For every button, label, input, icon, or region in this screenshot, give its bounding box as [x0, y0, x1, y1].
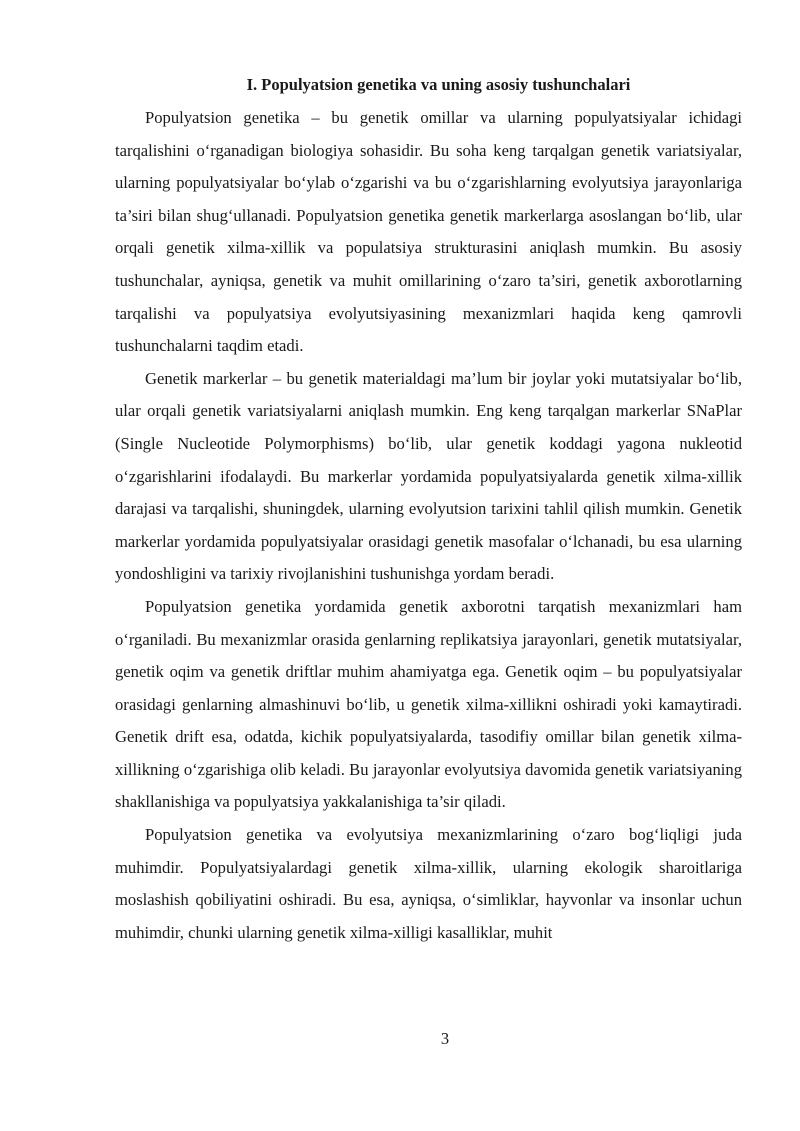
paragraph-intro: Populyatsion genetika – bu genetik omillar va ularning populyatsiyalar ichidagi tarqalishini o‘rganadigan biologiya sohasidir. Bu soha keng tarqalgan genetik variatsiyalar, ularning populyatsiyalar bo‘ylab o‘zgarishi va bu o‘zgarishlarning evolyutsiya jarayonlariga ta’siri bilan shug‘ullanadi. Populyatsion genetika genetik markerlarga asoslangan bo‘lib, ular orqali genetik xilma-xillik va populatsiya strukturasini aniqlash mumkin. Bu asosiy tushunchalar, ayniqsa, genetik va muhit omillarining o‘zaro ta’siri, genetik axborotlarning tarqalishi va populyatsiya evolyutsiyasining mexanizmlari haqida keng qamrovli tushunchalarni taqdim etadi.	[115, 108, 742, 356]
page-number: 3	[440, 1029, 450, 1048]
paragraph-information-mechanisms: Populyatsion genetika yordamida genetik axborotni tarqatish mexanizmlari ham o‘rganiladi. Bu mexanizmlar orasida genlarning replikatsiya jarayonlari, genetik mutatsiyalar, genetik oqim va genetik driftlar muhim ahamiyatga ega. Genetik oqim – bu populyatsiyalar orasidagi genlarning almashinuvi bo‘lib, u genetik xilma-xillikni oshiradi yoki kamaytiradi. Genetik drift esa, odatda, kichik populyatsiyalarda, tasodifiy omillar bilan genetik xilma-xillikning o‘zgarishiga olib keladi. Bu jarayonlar evolyutsiya davomida genetik variatsiyaning shakllanishiga va populyatsiya yakkalanishiga ta’sir qiladi.	[115, 596, 742, 812]
section-title: I. Populyatsion genetika va uning asosiy tushunchalari	[246, 75, 631, 94]
page-content	[115, 73, 742, 949]
paragraph-evolution-link: Populyatsion genetika va evolyutsiya mexanizmlarining o‘zaro bog‘liqligi juda muhimdir. Populyatsiyalardagi genetik xilma-xillik, ularning ekologik sharoitlariga moslashish qobiliyatini oshiradi. Bu esa, ayniqsa, o‘simliklar, hayvonlar va insonlar uchun muhimdir, chunki ularning genetik xilma-xilligi kasalliklar, muhit	[115, 825, 742, 942]
paragraph-genetic-markers: Genetik markerlar – bu genetik materialdagi ma’lum bir joylar yoki mutatsiyalar bo‘lib, ular orqali genetik variatsiyalarni aniqlash mumkin. Eng keng tarqalgan markerlar SNaPlar (Single Nucleotide Polymorphisms) bo‘lib, ular genetik koddagi yagona nukleotid o‘zgarishlarini ifodalaydi. Bu markerlar yordamida populyatsiyalarda genetik xilma-xillik darajasi va tarqalishi, shuningdek, ularning evolyutsion tarixini tahlil qilish mumkin. Genetik markerlar yordamida populyatsiyalar orasidagi genetik masofalar o‘lchanadi, bu esa ularning yondoshligini va tarixiy rivojlanishini tushunishga yordam beradi.	[115, 368, 742, 584]
